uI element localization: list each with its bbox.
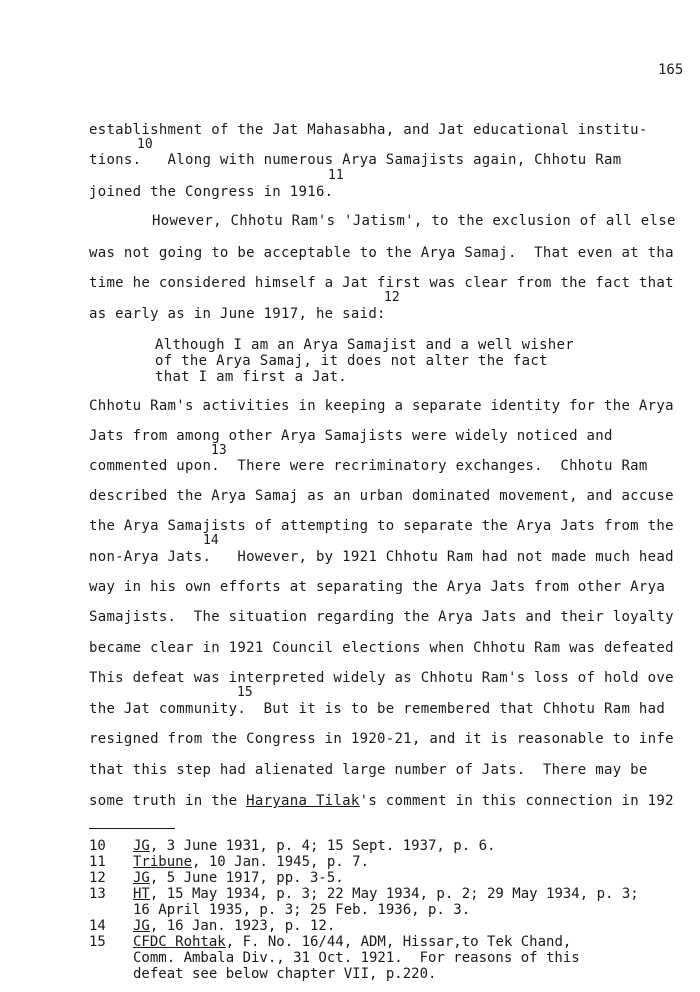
footnote-number: 10 — [89, 838, 106, 854]
footnote-text — [133, 854, 369, 870]
block-quote-line: of the Arya Samaj, it does not alter the fact — [155, 353, 548, 369]
footnote-ref-11: 11 — [328, 168, 344, 183]
footnote-detail: , 3 June 1931, p. 4; 15 Sept. 1937, p. 6. — [149, 838, 496, 854]
footnote-number: 13 — [89, 886, 106, 902]
footnote-continuation: Comm. Ambala Div., 31 Oct. 1921. For reasons of this — [133, 950, 580, 966]
footnote-detail: , 10 Jan. 1945, p. 7. — [192, 854, 370, 870]
footnote-source: JG — [133, 870, 150, 886]
footnote-detail: , 15 May 1934, p. 3; 22 May 1934, p. 2; 29 May 1934, p. 3; — [149, 886, 639, 902]
footnote-text — [133, 934, 571, 950]
footnote-ref-14: 14 — [203, 533, 219, 548]
footnote-text — [133, 838, 495, 854]
text-line: establishment of the Jat Mahasabha, and Jat educational institu- — [89, 122, 648, 138]
text-line: as early as in June 1917, he said: — [89, 306, 386, 322]
footnote-number: 14 — [89, 918, 106, 934]
text-line: that this step had alienated large number of Jats. There may be — [89, 762, 648, 778]
footnote-source: CFDC Rohtak — [133, 934, 226, 950]
text-line — [89, 793, 674, 809]
footnote-text — [133, 886, 639, 902]
text-line: Samajists. The situation regarding the Arya Jats and their loyalty — [89, 609, 674, 625]
footnote-source: HT — [133, 886, 150, 902]
footnote-ref-10: 10 — [137, 137, 153, 152]
text-line: tions. Along with numerous Arya Samajists again, Chhotu Ram — [89, 152, 622, 168]
text-segment: 's comment in this connection in 192 — [359, 793, 674, 809]
footnote-source: Tribune — [133, 854, 193, 870]
newspaper-title: Haryana Tilak — [246, 793, 360, 809]
footnote-continuation: 16 April 1935, p. 3; 25 Feb. 1936, p. 3. — [133, 902, 471, 918]
text-line: way in his own efforts at separating the Arya Jats from other Arya — [89, 579, 666, 595]
text-line: was not going to be acceptable to the Arya Samaj. That even at tha — [89, 245, 674, 261]
text-line: commented upon. There were recriminatory exchanges. Chhotu Ram — [89, 458, 648, 474]
footnote-number: 12 — [89, 870, 106, 886]
footnote-continuation: defeat see below chapter VII, p.220. — [133, 966, 437, 982]
footnote-ref-12: 12 — [384, 290, 400, 305]
footnote-ref-13: 13 — [211, 443, 227, 458]
footnote-ref-15: 15 — [237, 685, 253, 700]
text-line: became clear in 1921 Council elections when Chhotu Ram was defeated — [89, 640, 674, 656]
footnote-source: JG — [133, 918, 150, 934]
footnote-detail: , F. No. 16/44, ADM, Hissar,to Tek Chand, — [225, 934, 572, 950]
footnote-text — [133, 918, 335, 934]
footnote-number: 15 — [89, 934, 106, 950]
text-line: Chhotu Ram's activities in keeping a separate identity for the Arya — [89, 398, 674, 414]
text-segment: some truth in the — [89, 793, 247, 809]
page-number: 165 — [658, 62, 684, 78]
text-line: joined the Congress in 1916. — [89, 184, 334, 200]
footnote-detail: , 5 June 1917, pp. 3-5. — [149, 870, 344, 886]
text-line: described the Arya Samaj as an urban dominated movement, and accuse — [89, 488, 674, 504]
footnote-text — [133, 870, 344, 886]
block-quote-line: Although I am an Arya Samajist and a well wisher — [155, 337, 574, 353]
text-line: the Arya Samajists of attempting to separate the Arya Jats from the — [89, 518, 674, 534]
text-line: Jats from among other Arya Samajists were widely noticed and — [89, 428, 613, 444]
text-line: resigned from the Congress in 1920-21, and it is reasonable to infe — [89, 731, 674, 747]
text-line: the Jat community. But it is to be remembered that Chhotu Ram had — [89, 701, 666, 717]
text-line: non-Arya Jats. However, by 1921 Chhotu Ram had not made much head — [89, 549, 674, 565]
block-quote-line: that I am first a Jat. — [155, 369, 348, 385]
footnote-source: JG — [133, 838, 150, 854]
text-line: time he considered himself a Jat first was clear from the fact that — [89, 275, 674, 291]
footnote-detail: , 16 Jan. 1923, p. 12. — [149, 918, 336, 934]
footnote-divider — [89, 828, 175, 829]
text-line: This defeat was interpreted widely as Chhotu Ram's loss of hold ove — [89, 670, 674, 686]
text-line: However, Chhotu Ram's 'Jatism', to the exclusion of all else — [152, 213, 676, 229]
footnote-number: 11 — [89, 854, 106, 870]
